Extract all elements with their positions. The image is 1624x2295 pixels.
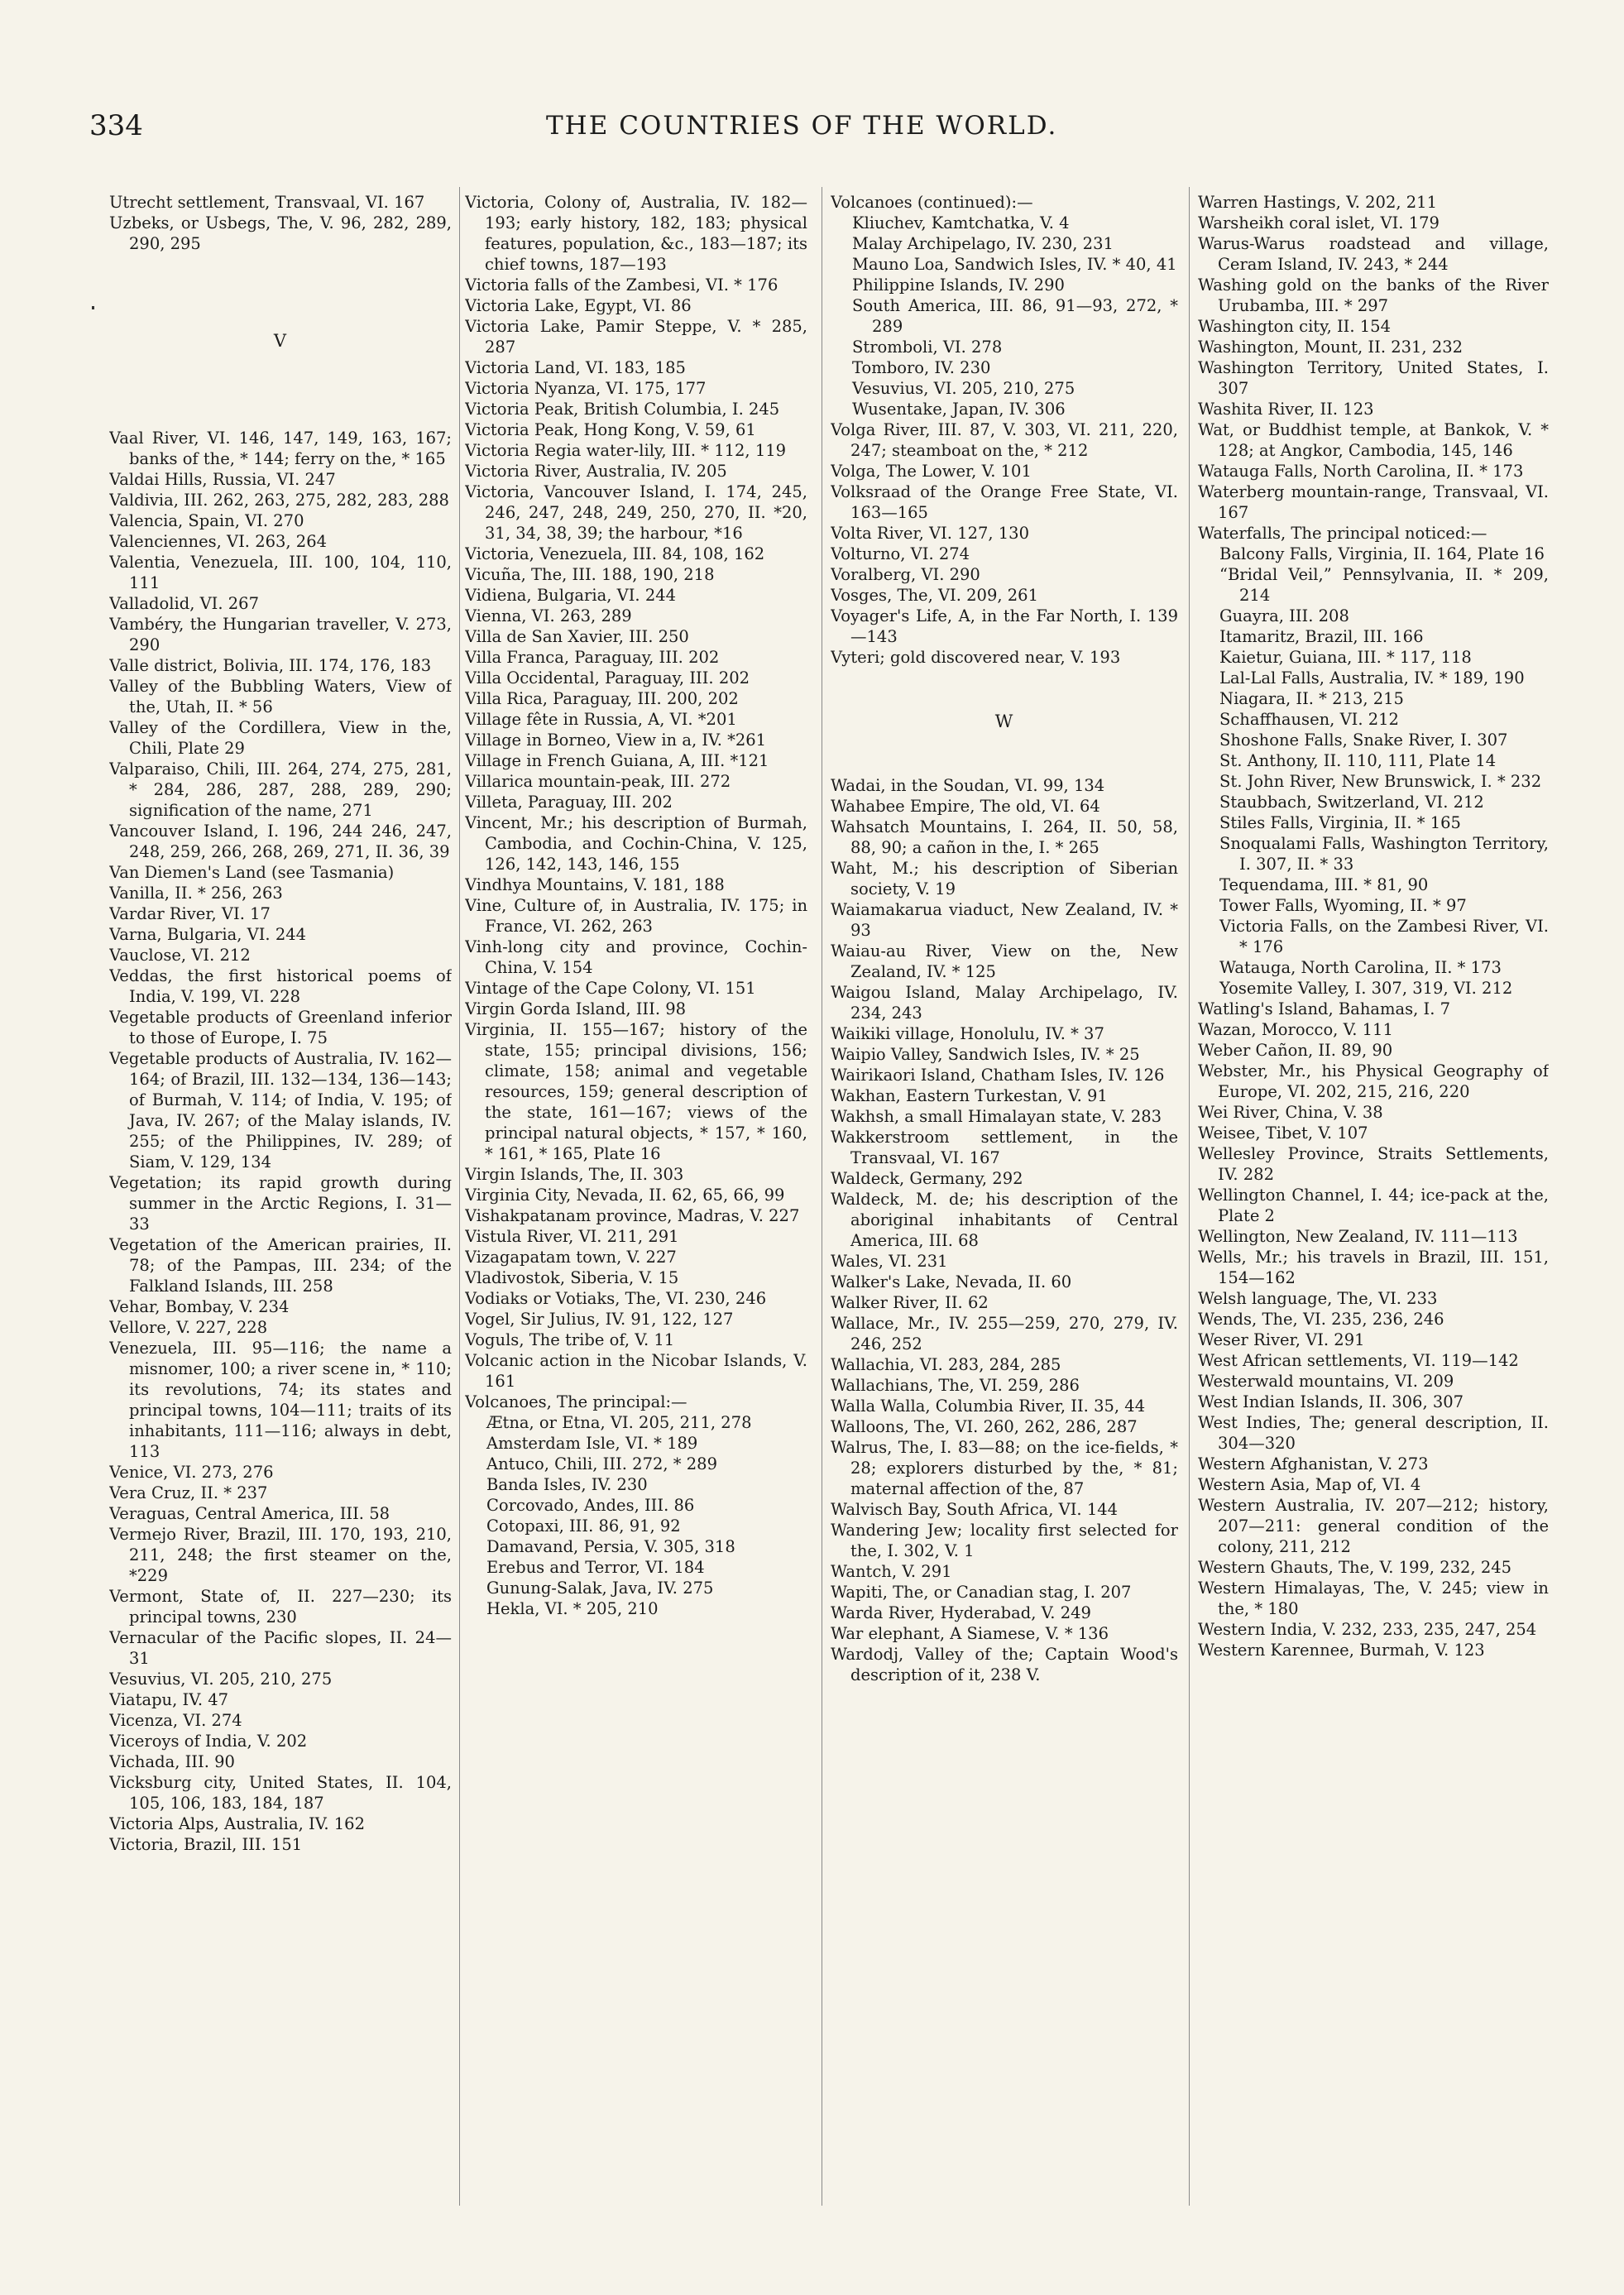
index-entry: Washington city, II. 154	[1198, 317, 1391, 336]
index-entry: Washing gold on the banks of the River Urubamba, III. * 297	[1198, 275, 1549, 315]
index-entry: Virginia City, Nevada, II. 62, 65, 66, 99	[465, 1186, 785, 1205]
index-subentry: Staubbach, Switzerland, VI. 212	[1219, 793, 1484, 812]
index-entry: Village fête in Russia, A, VI. *201	[465, 710, 737, 729]
entry-group	[1198, 544, 1549, 999]
section-letter-w: W	[994, 711, 1014, 731]
index-entry: Venezuela, III. 95—116; the name a misnomer, 100; a river scene in, * 110; its revolutions, 74; its states and principal towns, 104—111; traits of its inhabitants, 111—116; always in debt, 113	[109, 1339, 452, 1461]
index-entry: Voralberg, VI. 290	[831, 565, 980, 584]
index-entry: Vicuña, The, III. 188, 190, 218	[465, 565, 715, 584]
index-entry: Victoria Land, VI. 183, 185	[465, 358, 686, 377]
index-subentry: Hekla, VI. * 205, 210	[486, 1599, 659, 1618]
index-entry: Vidiena, Bulgaria, VI. 244	[465, 586, 677, 605]
index-entry: Weber Cañon, II. 89, 90	[1198, 1041, 1393, 1060]
index-entry: Valencia, Spain, VI. 270	[109, 511, 304, 530]
index-entry: Wales, VI. 231	[831, 1252, 948, 1271]
index-entry: Villa de San Xavier, III. 250	[465, 627, 689, 646]
index-entry: Vindhya Mountains, V. 181, 188	[465, 875, 725, 894]
index-entry: Western Karennee, Burmah, V. 123	[1198, 1641, 1485, 1660]
running-title: THE COUNTRIES OF THE WORLD.	[546, 111, 1058, 141]
index-entry: Vegetation of the American prairies, II. 78; of the Pampas, III. 234; of the Falkland Islands, III. 258	[109, 1235, 452, 1296]
entry-group	[465, 192, 807, 1412]
index-entry: Wadai, in the Soudan, VI. 99, 134	[831, 776, 1105, 795]
index-entry: Webster, Mr., his Physical Geography of Europe, VI. 202, 215, 216, 220	[1198, 1061, 1549, 1101]
index-subentry: Corcovado, Andes, III. 86	[486, 1496, 695, 1515]
index-entry: Wahsatch Mountains, I. 264, II. 50, 58, 88, 90; a cañon in the, I. * 265	[831, 817, 1178, 857]
index-entry: Virginia, II. 155—167; history of the state, 155; principal divisions, 156; climate, 158; animal and vegetable resources, 159; general description of the state, 161—167; views of the principal natural objects, * 157, * 160, * 161, * 165, Plate 16	[465, 1020, 807, 1163]
index-entry: Victoria Alps, Australia, IV. 162	[109, 1814, 365, 1833]
index-entry: Vegetable products of Australia, IV. 162—164; of Brazil, III. 132—134, 136—143; of Burmah, V. 114; of India, V. 195; of Java, IV. 267; of the Malay islands, IV. 255; of the Philippines, IV. 289; of Siam, V. 129, 134	[109, 1049, 452, 1171]
index-subentry: Antuco, Chili, III. 272, * 289	[486, 1454, 717, 1473]
index-entry: Victoria Lake, Pamir Steppe, V. * 285, 287	[465, 317, 807, 357]
index-entry: Western India, V. 232, 233, 235, 247, 254	[1198, 1620, 1537, 1639]
index-entry: Western Himalayas, The, V. 245; view in the, * 180	[1198, 1579, 1549, 1618]
index-entry: Walvisch Bay, South Africa, VI. 144	[831, 1500, 1119, 1519]
index-entry: Victoria River, Australia, IV. 205	[465, 462, 727, 481]
index-entry: Villa Rica, Paraguay, III. 200, 202	[465, 689, 739, 708]
index-entry: Vinh-long city and province, Cochin-China, V. 154	[465, 937, 807, 977]
index-entry: Victoria Nyanza, VI. 175, 177	[465, 379, 707, 398]
index-entry: Vardar River, VI. 17	[109, 904, 271, 923]
index-entry: Village in French Guiana, A, III. *121	[465, 751, 769, 770]
index-entry: Victoria Lake, Egypt, VI. 86	[465, 296, 692, 315]
index-entry: Virgin Gorda Island, III. 98	[465, 999, 687, 1018]
index-entry: Warus-Warus roadstead and village, Ceram Island, IV. 243, * 244	[1198, 234, 1549, 274]
index-entry: Valley of the Cordillera, View in the, Chili, Plate 29	[109, 718, 452, 758]
index-entry: Valley of the Bubbling Waters, View of the, Utah, II. * 56	[109, 677, 452, 716]
index-entry: Vistula River, VI. 211, 291	[465, 1227, 679, 1246]
index-entry: Waiau-au River, View on the, New Zealand, IV. * 125	[831, 941, 1178, 981]
index-entry: Wallachia, VI. 283, 284, 285	[831, 1355, 1061, 1374]
index-entry: Wei River, China, V. 38	[1198, 1103, 1383, 1122]
index-entry: Walker's Lake, Nevada, II. 60	[831, 1272, 1072, 1291]
index-entry: Weser River, VI. 291	[1198, 1330, 1365, 1349]
index-subentry: Erebus and Terror, VI. 184	[486, 1558, 705, 1577]
index-entry: Valentia, Venezuela, III. 100, 104, 110, 111	[109, 553, 452, 592]
index-subentry: Guayra, III. 208	[1219, 606, 1349, 625]
index-entry: Waht, M.; his description of Siberian society, V. 19	[831, 859, 1178, 898]
index-subentry: Itamaritz, Brazil, III. 166	[1219, 627, 1424, 646]
section-letter-v: V	[273, 331, 288, 351]
index-entry: Wakhan, Eastern Turkestan, V. 91	[831, 1086, 1108, 1105]
index-entry: Valladolid, VI. 267	[109, 594, 259, 613]
index-entry: Vishakpatanam province, Madras, V. 227	[465, 1206, 800, 1225]
index-entry: Vogel, Sir Julius, IV. 91, 122, 127	[465, 1310, 734, 1329]
index-entry: Villeta, Paraguay, III. 202	[465, 793, 673, 812]
index-entry: Valdivia, III. 262, 263, 275, 282, 283, 288	[109, 491, 449, 510]
index-entry: Volturno, VI. 274	[831, 544, 970, 563]
index-entry: Vancouver Island, I. 196, 244 246, 247, 248, 259, 266, 268, 269, 271, II. 36, 39	[109, 822, 452, 861]
index-entry: Waterberg mountain-range, Transvaal, VI. 167	[1198, 482, 1549, 522]
index-entry: Welsh language, The, VI. 233	[1198, 1289, 1438, 1308]
index-entry: Volcanoes, The principal:—	[465, 1392, 687, 1411]
index-entry: Uzbeks, or Usbegs, The, V. 96, 282, 289, 290, 295	[109, 213, 452, 253]
index-entry: Vyteri; gold discovered near, V. 193	[831, 648, 1121, 667]
index-entry: Vanilla, II. * 256, 263	[109, 884, 283, 903]
index-entry: Vosges, The, VI. 209, 261	[831, 586, 1038, 605]
index-entry: Vegetable products of Greenland inferior to those of Europe, I. 75	[109, 1008, 452, 1047]
index-entry: Vintage of the Cape Colony, VI. 151	[465, 979, 756, 998]
entry-group	[109, 428, 452, 1855]
index-entry: Warren Hastings, V. 202, 211	[1198, 193, 1437, 212]
index-entry: Veddas, the first historical poems of India, V. 199, VI. 228	[109, 966, 452, 1006]
index-entry: Vermejo River, Brazil, III. 170, 193, 210, 211, 248; the first steamer on the, *229	[109, 1525, 452, 1585]
index-entry: Victoria Peak, Hong Kong, V. 59, 61	[465, 420, 756, 439]
index-entry: Villa Occidental, Paraguay, III. 202	[465, 668, 750, 688]
index-entry: Vehar, Bombay, V. 234	[109, 1297, 290, 1316]
index-column-4	[1198, 192, 1549, 2235]
index-entry: Valenciennes, VI. 263, 264	[109, 532, 328, 551]
page-header	[0, 109, 1624, 159]
index-entry: Wakkerstroom settlement, in the Transvaal, VI. 167	[831, 1128, 1178, 1167]
index-entry: West Indies, The; general description, II. 304—320	[1198, 1413, 1549, 1453]
index-subentry: Kaietur, Guiana, III. * 117, 118	[1219, 648, 1472, 667]
index-entry: Viceroys of India, V. 202	[109, 1732, 308, 1751]
index-entry: Venice, VI. 273, 276	[109, 1463, 274, 1482]
index-subentry: South America, III. 86, 91—93, 272, * 289	[852, 296, 1178, 336]
index-entry: Vambéry, the Hungarian traveller, V. 273, 290	[109, 615, 452, 654]
index-entry: Watauga Falls, North Carolina, II. * 173	[1198, 462, 1524, 481]
column-rule	[459, 187, 460, 2206]
index-subentry: Philippine Islands, IV. 290	[852, 275, 1065, 295]
index-entry: Waterfalls, The principal noticed:—	[1198, 524, 1487, 543]
index-subentry: St. Anthony, II. 110, 111, Plate 14	[1219, 751, 1497, 770]
index-column-2	[465, 192, 807, 2235]
index-entry: Washington, Mount, II. 231, 232	[1198, 338, 1464, 357]
index-entry: Vizagapatam town, V. 227	[465, 1248, 677, 1267]
index-entry: Veraguas, Central America, III. 58	[109, 1504, 390, 1523]
index-subentry: Shoshone Falls, Snake River, I. 307	[1219, 731, 1508, 750]
entry-group	[465, 1412, 807, 1619]
index-entry: Victoria falls of the Zambesi, VI. * 176	[465, 275, 778, 295]
index-subentry: St. John River, New Brunswick, I. * 232	[1219, 772, 1542, 791]
index-entry: Waiamakarua viaduct, New Zealand, IV. * 93	[831, 900, 1178, 940]
index-subentry: Balcony Falls, Virginia, II. 164, Plate 16	[1219, 544, 1545, 563]
index-entry: Wat, or Buddhist temple, at Bankok, V. * 128; at Angkor, Cambodia, 145, 146	[1198, 420, 1549, 460]
index-subentry: Tomboro, IV. 230	[852, 358, 991, 377]
index-entry: Vine, Culture of, in Australia, IV. 175; in France, VI. 262, 263	[465, 896, 807, 936]
index-entry: Voyager's Life, A, in the Far North, I. 139—143	[831, 606, 1178, 646]
index-subentry: Amsterdam Isle, VI. * 189	[486, 1434, 698, 1453]
index-entry: Western Ghauts, The, V. 199, 232, 245	[1198, 1558, 1512, 1577]
index-entry: Volksraad of the Orange Free State, VI. 163—165	[831, 482, 1178, 522]
index-entry: Viatapu, IV. 47	[109, 1690, 229, 1709]
index-entry: Vegetation; its rapid growth during summer in the Arctic Regions, I. 31—33	[109, 1173, 452, 1234]
index-entry: Wells, Mr.; his travels in Brazil, III. 151, 154—162	[1198, 1248, 1549, 1287]
index-subentry: Stiles Falls, Virginia, II. * 165	[1219, 813, 1461, 832]
index-entry: Walrus, The, I. 83—88; on the ice-fields, * 28; explorers disturbed by the, * 81; maternal affection of the, 87	[831, 1438, 1178, 1498]
index-entry: Warsheikh coral islet, VI. 179	[1198, 213, 1440, 232]
index-entry: Vienna, VI. 263, 289	[465, 606, 632, 625]
index-entry: Waigou Island, Malay Archipelago, IV. 234, 243	[831, 983, 1178, 1023]
index-entry: Wairikaori Island, Chatham Isles, IV. 126	[831, 1066, 1165, 1085]
index-entry: Valle district, Bolivia, III. 174, 176, 183	[109, 656, 432, 675]
index-subentry: Watauga, North Carolina, II. * 173	[1219, 958, 1502, 977]
index-entry: Walker River, II. 62	[831, 1293, 989, 1312]
index-entry: West Indian Islands, II. 306, 307	[1198, 1392, 1464, 1411]
index-entry: Vesuvius, VI. 205, 210, 275	[109, 1670, 333, 1689]
entry-group	[831, 213, 1178, 419]
index-entry: Wallachians, The, VI. 259, 286	[831, 1376, 1080, 1395]
index-entry: Vicenza, VI. 274	[109, 1711, 242, 1730]
index-entry: West African settlements, VI. 119—142	[1198, 1351, 1519, 1370]
index-subentry: Ætna, or Etna, VI. 205, 211, 278	[486, 1413, 752, 1432]
index-entry: Waipio Valley, Sandwich Isles, IV. * 25	[831, 1045, 1140, 1064]
index-entry: Watling's Island, Bahamas, I. 7	[1198, 999, 1451, 1018]
index-entry: Vodiaks or Votiaks, The, VI. 230, 246	[465, 1289, 767, 1308]
index-subentry: Gunung-Salak, Java, IV. 275	[486, 1579, 714, 1598]
index-subentry: Yosemite Valley, I. 307, 319, VI. 212	[1219, 979, 1513, 998]
ink-speck	[92, 306, 94, 309]
index-entry: Volcanoes (continued):—	[831, 193, 1033, 212]
index-subentry: Cotopaxi, III. 86, 91, 92	[486, 1516, 681, 1536]
index-subentry: Wusentake, Japan, IV. 306	[852, 400, 1066, 419]
index-subentry: Tower Falls, Wyoming, II. * 97	[1219, 896, 1467, 915]
index-subentry: Vesuvius, VI. 205, 210, 275	[852, 379, 1075, 398]
index-subentry: Niagara, II. * 213, 215	[1219, 689, 1404, 708]
index-entry: Washington Territory, United States, I. 307	[1198, 358, 1549, 398]
index-entry: Wardodj, Valley of the; Captain Wood's description of it, 238 V.	[831, 1645, 1178, 1684]
index-entry: Waldeck, M. de; his description of the aboriginal inhabitants of Central America, III. 68	[831, 1190, 1178, 1250]
column-rule	[1189, 187, 1190, 2206]
entry-group	[831, 419, 1178, 668]
index-entry: Villa Franca, Paraguay, III. 202	[465, 648, 720, 667]
index-entry: Vauclose, VI. 212	[109, 946, 251, 965]
index-entry: Victoria Regia water-lily, III. * 112, 119	[465, 441, 787, 460]
index-subentry: Malay Archipelago, IV. 230, 231	[852, 234, 1114, 253]
index-subentry: Banda Isles, IV. 230	[486, 1475, 648, 1494]
index-subentry: Damavand, Persia, V. 305, 318	[486, 1537, 735, 1556]
index-entry: Weisee, Tibet, V. 107	[1198, 1124, 1368, 1143]
index-entry: Villarica mountain-peak, III. 272	[465, 772, 731, 791]
index-entry: Vermont, State of, II. 227—230; its principal towns, 230	[109, 1587, 452, 1627]
index-entry: Volga River, III. 87, V. 303, VI. 211, 220, 247; steamboat on the, * 212	[831, 420, 1178, 460]
index-entry: Vincent, Mr.; his description of Burmah, Cambodia, and Cochin-China, V. 125, 126, 142, 143, 146, 155	[465, 813, 807, 874]
index-subentry: Mauno Loa, Sandwich Isles, IV. * 40, 41	[852, 255, 1177, 274]
index-entry: Victoria, Vancouver Island, I. 174, 245, 246, 247, 248, 249, 250, 270, II. *20, 31, 34, 38, 39; the harbour, *16	[465, 482, 807, 543]
index-subentry: Stromboli, VI. 278	[852, 338, 1003, 357]
index-subentry: Victoria Falls, on the Zambesi River, VI. * 176	[1219, 917, 1549, 956]
index-column-3	[831, 192, 1178, 2235]
index-entry: Volta River, VI. 127, 130	[831, 524, 1029, 543]
index-entry: Waldeck, Germany, 292	[831, 1169, 1023, 1188]
index-subentry: “Bridal Veil,” Pennsylvania, II. * 209, 214	[1219, 565, 1549, 605]
index-entry: Valparaiso, Chili, III. 264, 274, 275, 281, * 284, 286, 287, 288, 289, 290; signification of the name, 271	[109, 759, 452, 820]
index-entry: Wends, The, VI. 235, 236, 246	[1198, 1310, 1444, 1329]
index-entry: Wandering Jew; locality first selected for the, I. 302, V. 1	[831, 1521, 1178, 1560]
index-entry: Vellore, V. 227, 228	[109, 1318, 268, 1337]
index-entry: Van Diemen's Land (see Tasmania)	[109, 863, 395, 882]
index-entry: Washita River, II. 123	[1198, 400, 1374, 419]
entry-group	[1198, 192, 1549, 544]
index-entry: Western Afghanistan, V. 273	[1198, 1454, 1429, 1473]
index-entry: War elephant, A Siamese, V. * 136	[831, 1624, 1109, 1643]
index-entry: Volcanic action in the Nicobar Islands, V. 161	[465, 1351, 807, 1391]
index-entry: Volga, The Lower, V. 101	[831, 462, 1032, 481]
index-entry: Varna, Bulgaria, VI. 244	[109, 925, 307, 944]
index-entry: Valdai Hills, Russia, VI. 247	[109, 470, 336, 489]
entry-group	[831, 775, 1178, 1685]
index-entry: Vernacular of the Pacific slopes, II. 24—31	[109, 1628, 452, 1668]
index-entry: Wantch, V. 291	[831, 1562, 952, 1581]
index-entry: Wapiti, The, or Canadian stag, I. 207	[831, 1583, 1132, 1602]
entry-group	[109, 192, 452, 254]
index-subentry: Schaffhausen, VI. 212	[1219, 710, 1399, 729]
index-entry: Warda River, Hyderabad, V. 249	[831, 1603, 1091, 1622]
index-entry: Victoria Peak, British Columbia, I. 245	[465, 400, 780, 419]
index-entry: Waikiki village, Honolulu, IV. * 37	[831, 1024, 1104, 1043]
index-entry: Vaal River, VI. 146, 147, 149, 163, 167; banks of the, * 144; ferry on the, * 165	[109, 429, 452, 468]
index-entry: Village in Borneo, View in a, IV. *261	[465, 731, 767, 750]
page-number: 334	[89, 109, 143, 142]
index-entry: Wellington Channel, I. 44; ice-pack at the, Plate 2	[1198, 1186, 1549, 1225]
index-entry: Westerwald mountains, VI. 209	[1198, 1372, 1454, 1391]
index-entry: Walla Walla, Columbia River, II. 35, 44	[831, 1397, 1146, 1416]
index-entry: Vladivostok, Siberia, V. 15	[465, 1268, 679, 1287]
index-subentry: Kliuchev, Kamtchatka, V. 4	[852, 213, 1070, 232]
index-entry: Wallace, Mr., IV. 255—259, 270, 279, IV. 246, 252	[831, 1314, 1178, 1354]
entry-group	[1198, 999, 1549, 1660]
index-subentry: Snoqualami Falls, Washington Territory, I. 307, II. * 33	[1219, 834, 1549, 874]
index-entry: Wellington, New Zealand, IV. 111—113	[1198, 1227, 1518, 1246]
index-entry: Victoria, Colony of, Australia, IV. 182—193; early history, 182, 183; physical features, population, &c., 183—187; its chief towns, 187—193	[465, 193, 807, 274]
index-entry: Walloons, The, VI. 260, 262, 286, 287	[831, 1417, 1138, 1436]
index-entry: Wazan, Morocco, V. 111	[1198, 1020, 1393, 1039]
index-entry: Western Asia, Map of, VI. 4	[1198, 1475, 1421, 1494]
index-entry: Voguls, The tribe of, V. 11	[465, 1330, 675, 1349]
index-entry: Western Australia, IV. 207—212; history, 207—211: general condition of the colony, 211, 212	[1198, 1496, 1549, 1556]
index-subentry: Tequendama, III. * 81, 90	[1219, 875, 1429, 894]
index-entry: Wahabee Empire, The old, VI. 64	[831, 797, 1100, 816]
index-entry: Victoria, Venezuela, III. 84, 108, 162	[465, 544, 765, 563]
index-entry: Wakhsh, a small Himalayan state, V. 283	[831, 1107, 1162, 1126]
index-entry: Virgin Islands, The, II. 303	[465, 1165, 684, 1184]
index-entry: Vicksburg city, United States, II. 104, 105, 106, 183, 184, 187	[109, 1773, 452, 1813]
index-subentry: Lal-Lal Falls, Australia, IV. * 189, 190	[1219, 668, 1525, 688]
index-entry: Utrecht settlement, Transvaal, VI. 167	[109, 193, 425, 212]
index-entry: Victoria, Brazil, III. 151	[109, 1835, 303, 1854]
index-entry: Vichada, III. 90	[109, 1752, 235, 1771]
index-entry: Wellesley Province, Straits Settlements, IV. 282	[1198, 1144, 1549, 1184]
index-entry: Vera Cruz, II. * 237	[109, 1483, 268, 1502]
index-column-1	[109, 192, 452, 2235]
